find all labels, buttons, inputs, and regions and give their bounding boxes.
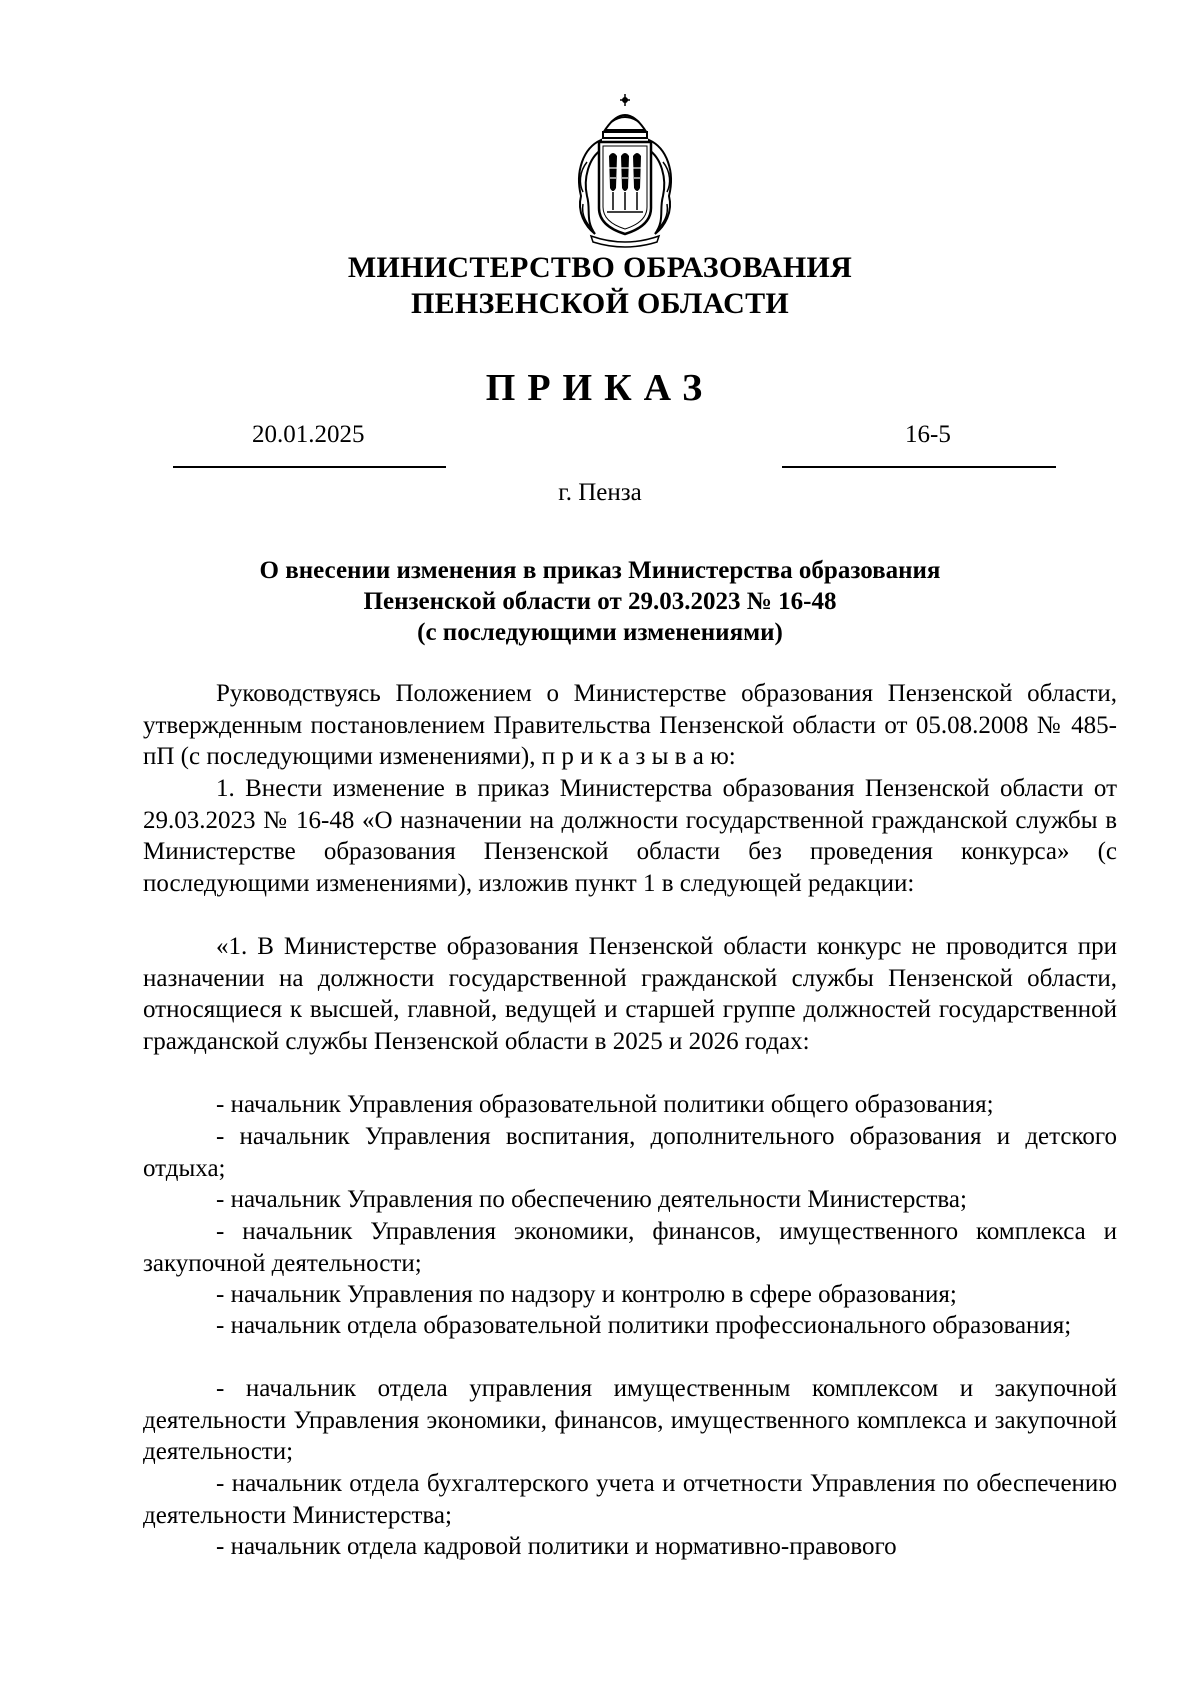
- list-item: - начальник Управления образовательной политики общего образования;: [216, 1091, 994, 1118]
- list-item: - начальник отдела управления имущественным комплексом и закупочной деятельности Управления экономики, финансов, имущественного комплекса и закупочной деятельности;: [143, 1375, 1117, 1466]
- list-item: - начальник Управления воспитания, дополнительного образования и детского отдыха;: [143, 1123, 1117, 1182]
- order-number: 16-5: [905, 421, 951, 448]
- list-item: - начальник отдела образовательной политики профессионального образования;: [216, 1312, 1072, 1339]
- city: г. Пенза: [558, 479, 642, 506]
- order-date: 20.01.2025: [252, 421, 365, 448]
- list-item: - начальник Управления по обеспечению деятельности Министерства;: [216, 1186, 967, 1213]
- order-title: ПРИКАЗ: [485, 367, 715, 409]
- date-underline: [173, 466, 446, 468]
- penza-oblast-coat-of-arms-icon: [565, 92, 685, 250]
- ministry-name-line-2: ПЕНЗЕНСКОЙ ОБЛАСТИ: [410, 287, 790, 320]
- number-underline: [782, 466, 1056, 468]
- ministry-name-line-1: МИНИСТЕРСТВО ОБРАЗОВАНИЯ: [347, 251, 853, 284]
- heading-line-3: (с последующими изменениями): [417, 619, 783, 646]
- body-paragraph-amended-point: «1. В Министерстве образования Пензенской области конкурс не проводится при назначении на должности государственной гражданской службы Пензенской области, относящиеся к высшей, главной, ведущей и старшей группе должностей государственной гражданской службы Пензенской области в 2025 и 2026 годах:: [143, 933, 1117, 1055]
- list-item: - начальник отдела бухгалтерского учета и отчетности Управления по обеспечению деятельности Министерства;: [143, 1470, 1117, 1529]
- list-item: - начальник Управления по надзору и контролю в сфере образования;: [216, 1281, 957, 1308]
- list-item: - начальник отдела кадровой политики и нормативно-правового: [216, 1533, 897, 1560]
- list-item: - начальник Управления экономики, финансов, имущественного комплекса и закупочной деятельности;: [143, 1218, 1117, 1277]
- heading-line-1: О внесении изменения в приказ Министерства образования: [259, 557, 941, 584]
- body-paragraph-preamble: Руководствуясь Положением о Министерстве образования Пензенской области, утвержденным постановлением Правительства Пензенской области от 05.08.2008 № 485-пП (с последующими изменениями), п р и к а з ы в а ю:: [143, 680, 1117, 771]
- body-paragraph-item-1: 1. Внести изменение в приказ Министерства образования Пензенской области от 29.03.2023 № 16-48 «О назначении на должности государственной гражданской службы в Министерстве образования Пензенской области без проведения конкурса» (с последующими изменениями), изложив пункт 1 в следующей редакции:: [143, 775, 1117, 897]
- heading-line-2: Пензенской области от 29.03.2023 № 16-48: [363, 588, 837, 615]
